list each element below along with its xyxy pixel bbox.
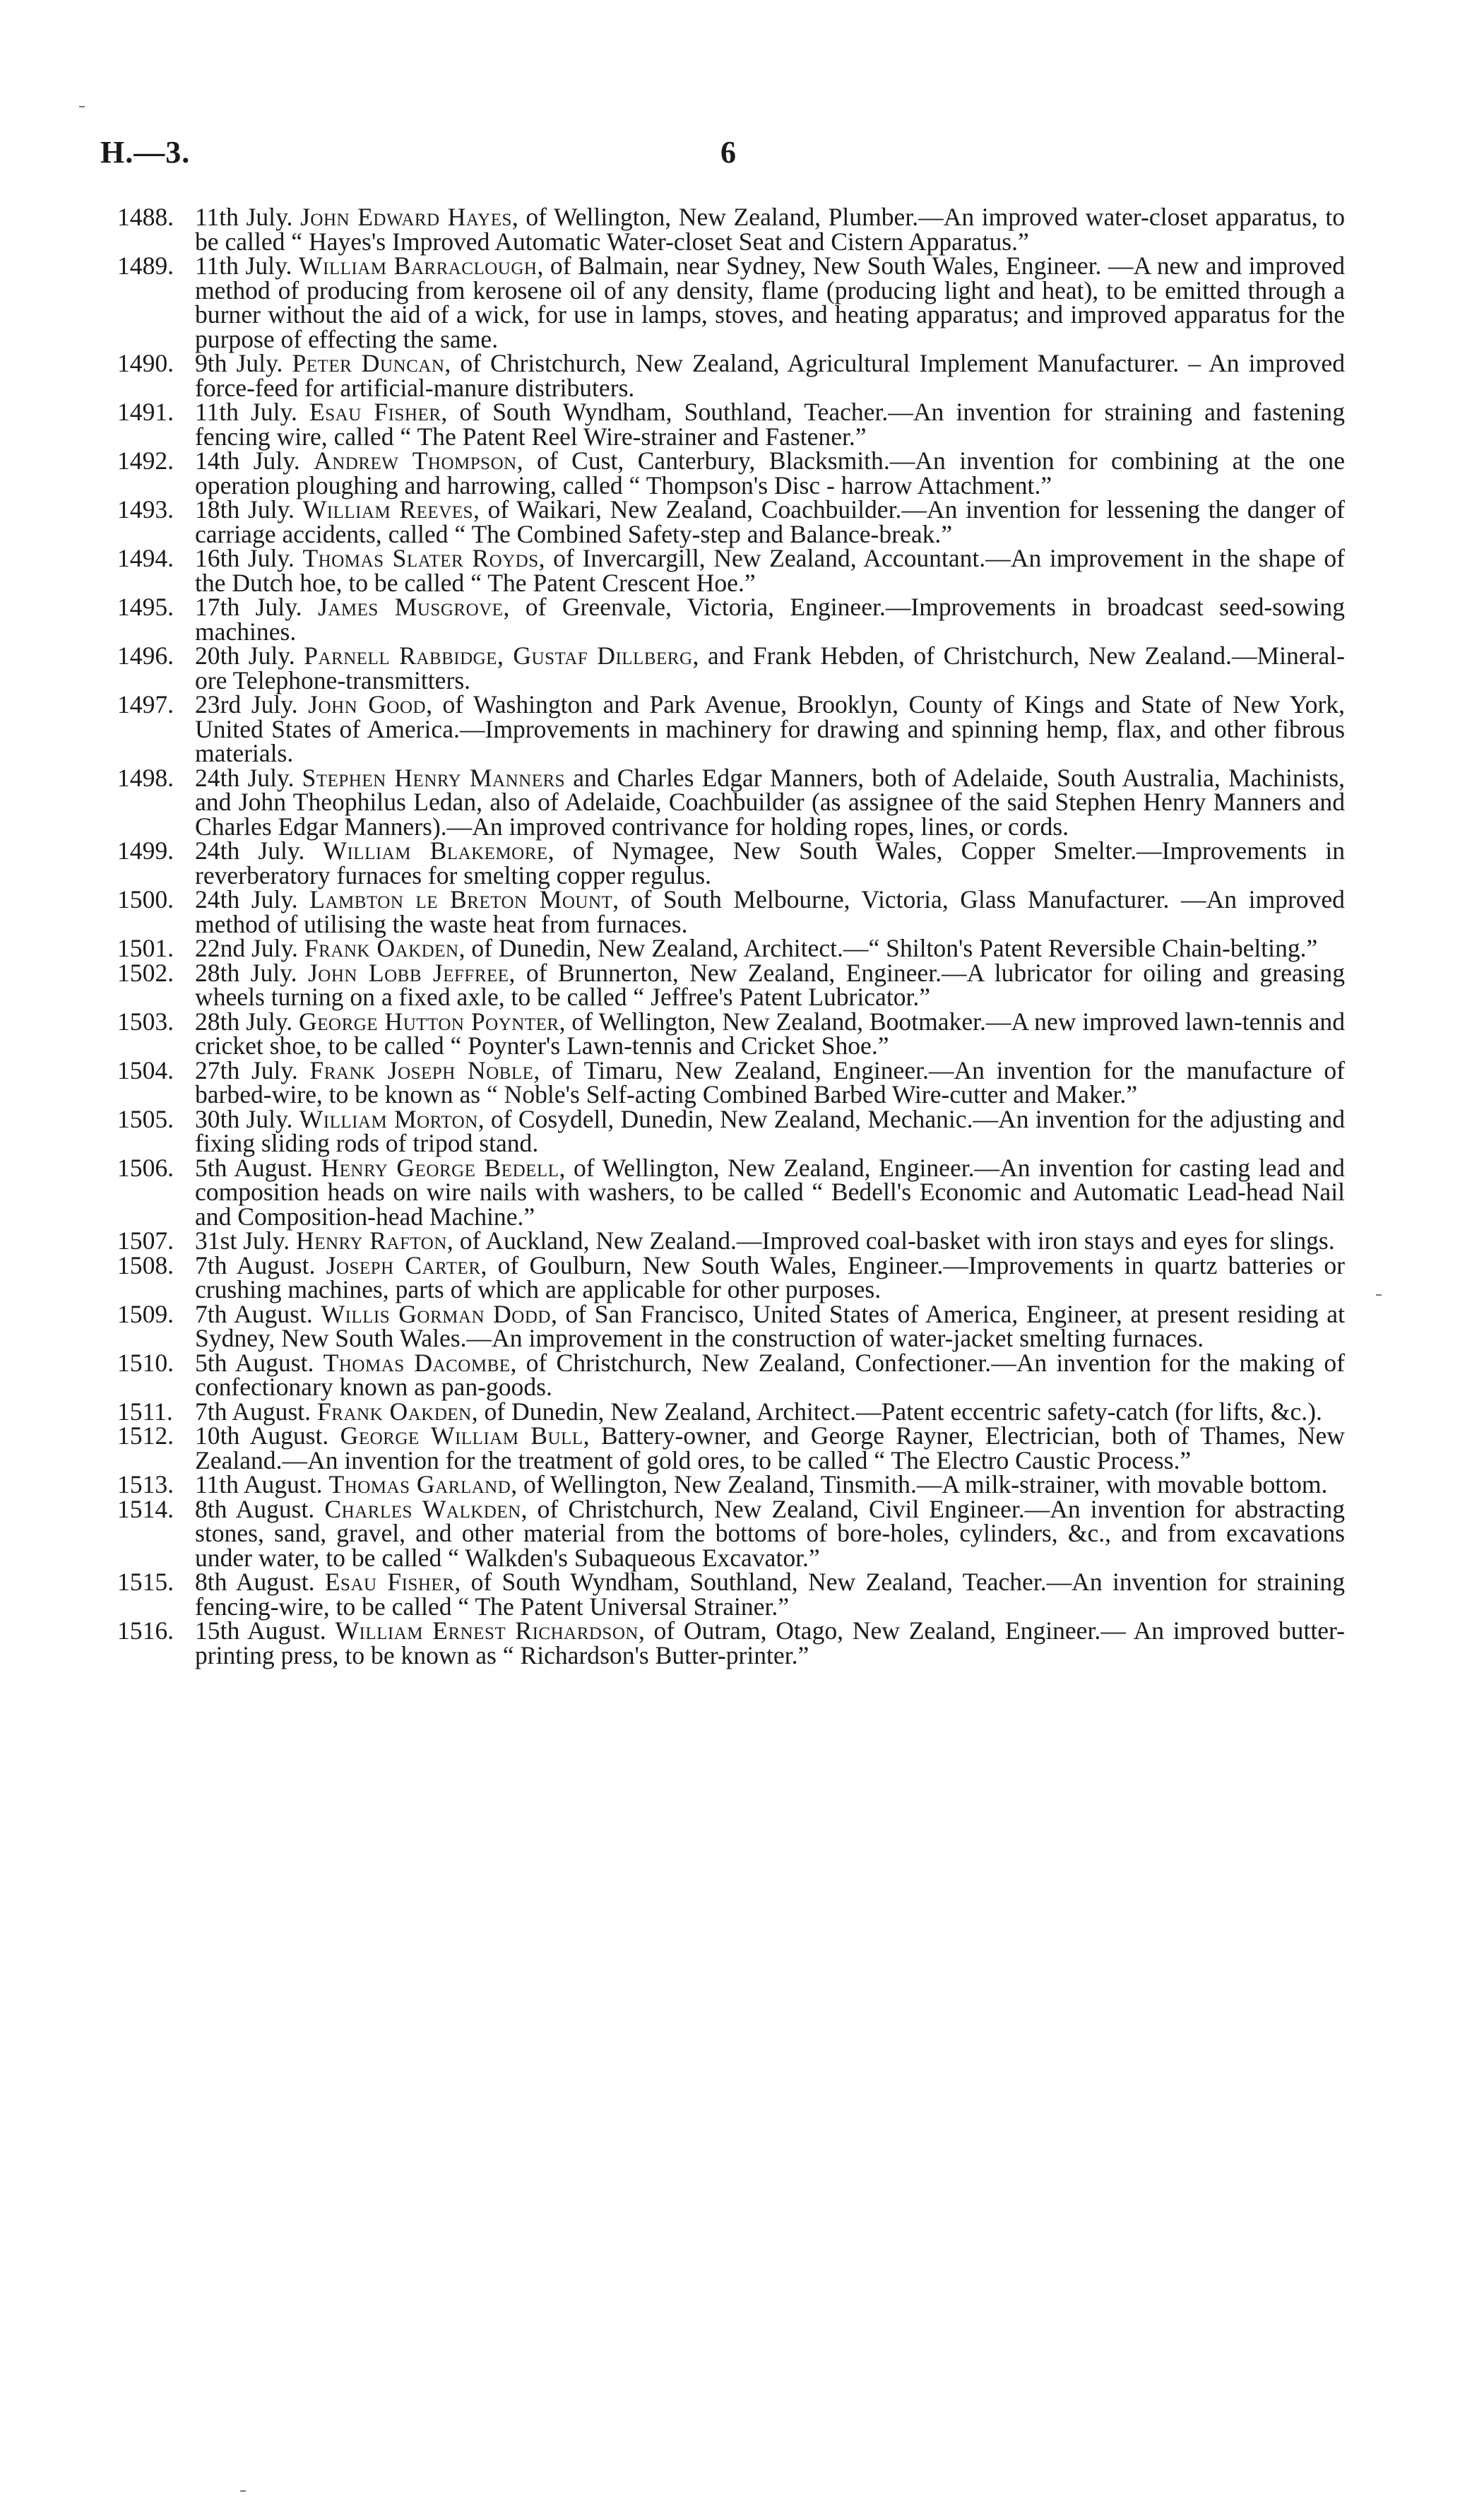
entry-number: 1502. [117, 958, 174, 987]
patent-entry [117, 1397, 1345, 1426]
margin-mark-bottom [240, 2490, 246, 2492]
applicant-name: Willis Gorman Dodd [321, 1299, 551, 1328]
entry-text: , of Brunnerton, New Zealand, Engineer.—A lubricator for oiling and greasing wheels turning on a fixed axle, to be called “ Jeffree's Patent Lubricator.” [195, 958, 1345, 1011]
applicant-name: Frank Joseph Noble [309, 1055, 534, 1084]
entry-date: 20th July. [195, 641, 295, 670]
page-header [100, 134, 1386, 191]
patent-entry [117, 887, 1345, 936]
applicant-name: Parnell Rabbidge, Gustaf Dillberg [304, 641, 693, 670]
entry-text: and Charles Edgar Manners, both of Adelaide, South Australia, Machinists, and John Theophilus Ledan, also of Adelaide, Coachbuilder (as assignee of the said Stephen Henry Manners and Charles Edgar Manners).—An improved contrivance for holding ropes, lines, or cords. [195, 763, 1345, 841]
patent-entry [117, 546, 1345, 595]
applicant-name: Thomas Garland [328, 1470, 511, 1498]
entry-text: , of Wellington, New Zealand, Plumber.—An improved water-closet apparatus, to be called “ Hayes's Improved Automatic Water-closet Seat and Cistern Apparatus.” [195, 203, 1346, 256]
patent-entry [117, 497, 1345, 546]
entry-number: 1506. [117, 1153, 174, 1182]
entry-date: 24th July. [195, 836, 305, 865]
patent-entry [117, 1153, 1345, 1231]
entry-date: 16th July. [195, 544, 295, 572]
entry-number: 1511. [117, 1397, 173, 1426]
entry-number: 1493. [117, 495, 174, 523]
applicant-name: Thomas Slater Royds [302, 544, 539, 572]
patent-entry [117, 1348, 1345, 1401]
entry-date: 28th July. [195, 1007, 293, 1036]
entry-date: 8th August. [195, 1568, 315, 1596]
entry-number: 1512. [117, 1421, 174, 1450]
entry-number: 1492. [117, 446, 174, 475]
patent-list [117, 205, 1345, 1667]
entry-date: 14th July. [195, 446, 300, 475]
applicant-name: William Blakemore [323, 836, 548, 865]
patent-entry [117, 205, 1345, 254]
entry-date: 11th July. [195, 203, 293, 231]
applicant-name: Frank Oakden [317, 1397, 472, 1426]
applicant-name: Henry George Bedell [321, 1153, 559, 1182]
entry-text: , of Cust, Canterbury, Blacksmith.—An invention for combining at the one operation ploughing and harrowing, called “ Thompson's Disc - harrow Attachment.” [195, 446, 1345, 499]
entry-text: , of Waikari, New Zealand, Coachbuilder.—An invention for lessening the danger of carriage accidents, called “ The Combined Safety-step and Balance-break.” [195, 495, 1346, 548]
entry-number: 1504. [117, 1055, 174, 1084]
entry-number: 1513. [117, 1470, 174, 1498]
applicant-name: Henry Rafton [296, 1226, 447, 1255]
entry-text: , of South Wyndham, Southland, New Zealand, Teacher.—An invention for straining fencing-wire, to be called “ The Patent Universal Strainer.” [195, 1568, 1345, 1621]
entry-text: , of Auckland, New Zealand.—Improved coal-basket with iron stays and eyes for slings. [446, 1226, 1335, 1255]
patent-entry [117, 446, 1345, 499]
patent-entry [117, 763, 1345, 841]
entry-text: , Battery-owner, and George Rayner, Electrician, both of Thames, New Zealand.—An invention for the treatment of gold ores, to be called “ The Electro Caustic Process.” [195, 1421, 1345, 1474]
entry-date: 7th August. [195, 1250, 316, 1279]
applicant-name: Stephen Henry Manners [302, 763, 566, 792]
entry-date: 11th July. [195, 252, 292, 280]
entry-number: 1505. [117, 1104, 174, 1133]
entry-text: , of Nymagee, New South Wales, Copper Smelter.—Improvements in reverberatory furnaces for smelting copper regulus. [195, 836, 1345, 889]
entry-text: , of Christchurch, New Zealand, Confectioner.—An invention for the making of confectionary known as pan-goods. [195, 1348, 1345, 1401]
applicant-name: Joseph Carter [326, 1250, 481, 1279]
applicant-name: William Morton [299, 1104, 478, 1133]
patent-entry [117, 1299, 1345, 1352]
patent-entry [117, 1104, 1345, 1157]
entry-text: , of Wellington, New Zealand, Engineer.—An invention for casting lead and composition heads on wire nails with washers, to be called “ Bedell's Economic and Automatic Lead-head Nail and Composition-head Machine.” [195, 1153, 1345, 1231]
applicant-name: William Barraclough [298, 252, 538, 280]
entry-date: 5th August. [195, 1348, 314, 1377]
entry-date: 27th July. [195, 1055, 298, 1084]
entry-number: 1491. [117, 398, 174, 426]
entry-text: , of Timaru, New Zealand, Engineer.—An invention for the manufacture of barbed-wire, to be known as “ Noble's Self-acting Combined Barbed Wire-cutter and Maker.” [195, 1055, 1345, 1108]
entry-number: 1515. [117, 1568, 174, 1596]
patent-entry [117, 254, 1345, 351]
entry-number: 1499. [117, 836, 174, 865]
entry-text: , of Cosydell, Dunedin, New Zealand, Mechanic.—An invention for the adjusting and fixing sliding rods of tripod stand. [195, 1104, 1345, 1157]
entry-number: 1496. [117, 641, 174, 670]
entry-text: , of Greenvale, Victoria, Engineer.—Improvements in broadcast seed-sowing machines. [195, 593, 1345, 646]
applicant-name: George William Bull [340, 1421, 583, 1450]
patent-entry [117, 351, 1345, 400]
page-number: 6 [720, 135, 736, 170]
entry-number: 1490. [117, 349, 174, 377]
entry-date: 7th August. [195, 1397, 311, 1426]
entry-date: 7th August. [195, 1299, 313, 1328]
entry-number: 1495. [117, 593, 174, 621]
entry-number: 1507. [117, 1226, 174, 1255]
patent-entry [117, 958, 1345, 1011]
entry-date: 17th July. [195, 593, 302, 621]
patent-entry [117, 400, 1345, 449]
entry-text: , of Outram, Otago, New Zealand, Engineer.— An improved butter-printing press, to be known as “ Richardson's Butter-printer.” [195, 1616, 1345, 1669]
entry-text: , of Balmain, near Sydney, New South Wales, Engineer. —A new and improved method of producing from kerosene oil of any density, flame (producing light and heat), to be emitted through a burner without the aid of a wick, for use in lamps, stoves, and heating apparatus; and improved apparatus for the purpose of effecting the same. [195, 252, 1345, 353]
applicant-name: John Lobb Jeffree [307, 958, 509, 987]
entry-number: 1488. [117, 203, 174, 231]
entry-date: 15th August. [195, 1616, 326, 1645]
patent-entry [117, 692, 1345, 766]
patent-entry [117, 1055, 1345, 1108]
applicant-name: Frank Oakden [304, 934, 459, 962]
patent-entry [117, 1616, 1345, 1669]
entry-date: 11th August. [195, 1470, 323, 1498]
patent-entry [117, 641, 1345, 694]
patent-entry [117, 936, 1345, 961]
entry-number: 1503. [117, 1007, 174, 1036]
entry-number: 1514. [117, 1494, 174, 1523]
patent-entry [117, 595, 1345, 644]
entry-text: , of Wellington, New Zealand, Tinsmith.—A milk-strainer, with movable bottom. [511, 1470, 1328, 1498]
entry-date: 18th July. [195, 495, 295, 523]
entry-number: 1509. [117, 1299, 174, 1328]
applicant-name: Thomas Dacombe [323, 1348, 511, 1377]
patent-entry [117, 1570, 1345, 1619]
entry-number: 1508. [117, 1250, 174, 1279]
applicant-name: Esau Fisher [309, 398, 441, 426]
applicant-name: James Musgrove [318, 593, 504, 621]
entry-number: 1510. [117, 1348, 174, 1377]
entry-date: 10th August. [195, 1421, 329, 1450]
entry-number: 1498. [117, 763, 174, 792]
entry-text: , of Goulburn, New South Wales, Engineer.—Improvements in quartz batteries or crushing machines, parts of which are applicable for other purposes. [195, 1250, 1345, 1303]
applicant-name: Esau Fisher [324, 1568, 455, 1596]
entry-date: 11th July. [195, 398, 297, 426]
entry-text: , of Dunedin, New Zealand, Architect.—“ Shilton's Patent Reversible Chain-belting.” [458, 934, 1318, 962]
patent-entry [117, 1494, 1345, 1572]
entry-text: , and Frank Hebden, of Christchurch, New Zealand.—Mineral-ore Telephone-transmitters. [195, 641, 1345, 694]
entry-text: , of Wellington, New Zealand, Bootmaker.—A new improved lawn-tennis and cricket shoe, to be called “ Poynter's Lawn-tennis and Cricket Shoe.” [195, 1007, 1345, 1060]
entry-number: 1500. [117, 885, 174, 913]
entry-date: 24th July. [195, 885, 298, 913]
entry-date: 5th August. [195, 1153, 313, 1182]
document-reference: H.—3. [100, 135, 191, 170]
applicant-name: William Ernest Richardson [335, 1616, 639, 1645]
patent-entry [117, 1007, 1345, 1060]
entry-text: , of San Francisco, United States of America, Engineer, at present residing at Sydney, New South Wales.—An improvement in the construction of water-jacket smelting furnaces. [195, 1299, 1345, 1352]
applicant-name: Peter Duncan [292, 349, 445, 377]
entry-text: , of Dunedin, New Zealand, Architect.—Patent eccentric safety-catch (for lifts, &c.). [471, 1397, 1322, 1426]
entry-number: 1497. [117, 690, 174, 718]
applicant-name: Andrew Thompson [314, 446, 517, 475]
patent-entry [117, 836, 1345, 889]
patent-entry [117, 1250, 1345, 1303]
margin-mark-right [1376, 1294, 1382, 1296]
entry-date: 8th August. [195, 1494, 315, 1523]
entry-number: 1494. [117, 544, 174, 572]
patent-entry [117, 1226, 1345, 1255]
entry-text: , of South Wyndham, Southland, Teacher.—An invention for straining and fastening fencing wire, called “ The Patent Reel Wire-strainer and Fastener.” [195, 398, 1345, 451]
entry-date: 9th July. [195, 349, 283, 377]
applicant-name: Charles Walkden [324, 1494, 521, 1523]
entry-text: , of Christchurch, New Zealand, Civil Engineer.—An invention for abstracting stones, sand, gravel, and other material from the bottoms of bore-holes, cylinders, &c., and from excavations under water, to be called “ Walkden's Subaqueous Excavator.” [195, 1494, 1345, 1572]
entry-date: 31st July. [195, 1226, 290, 1255]
entry-date: 24th July. [195, 763, 295, 792]
entry-number: 1501. [117, 934, 174, 962]
applicant-name: Lambton le Breton Mount [309, 885, 613, 913]
entry-number: 1489. [117, 252, 174, 280]
entry-date: 23rd July. [195, 690, 298, 718]
patent-entry [117, 1472, 1345, 1497]
patent-entry [117, 1421, 1345, 1474]
entry-number: 1516. [117, 1616, 174, 1645]
applicant-name: John Good [308, 690, 427, 718]
entry-text: , of Invercargill, New Zealand, Accountant.—An improvement in the shape of the Dutch hoe, to be called “ The Patent Crescent Hoe.” [195, 544, 1345, 597]
entry-date: 22nd July. [195, 934, 298, 962]
applicant-name: George Hutton Poynter [299, 1007, 559, 1036]
entry-text: , of Washington and Park Avenue, Brooklyn, County of Kings and State of New York, United States of America.—Improvements in machinery for drawing and spinning hemp, flax, and other fibrous materials. [195, 690, 1345, 767]
margin-mark-top [79, 106, 85, 107]
entry-date: 30th July. [195, 1104, 293, 1133]
entry-date: 28th July. [195, 958, 297, 987]
applicant-name: William Reeves [302, 495, 473, 523]
applicant-name: John Edward Hayes [300, 203, 512, 231]
entry-text: , of Christchurch, New Zealand, Agricultural Implement Manufacturer. – An improved force-feed for artificial-manure distributers. [195, 349, 1346, 402]
entry-text: , of South Melbourne, Victoria, Glass Manufacturer. —An improved method of utilising the waste heat from furnaces. [195, 885, 1345, 938]
